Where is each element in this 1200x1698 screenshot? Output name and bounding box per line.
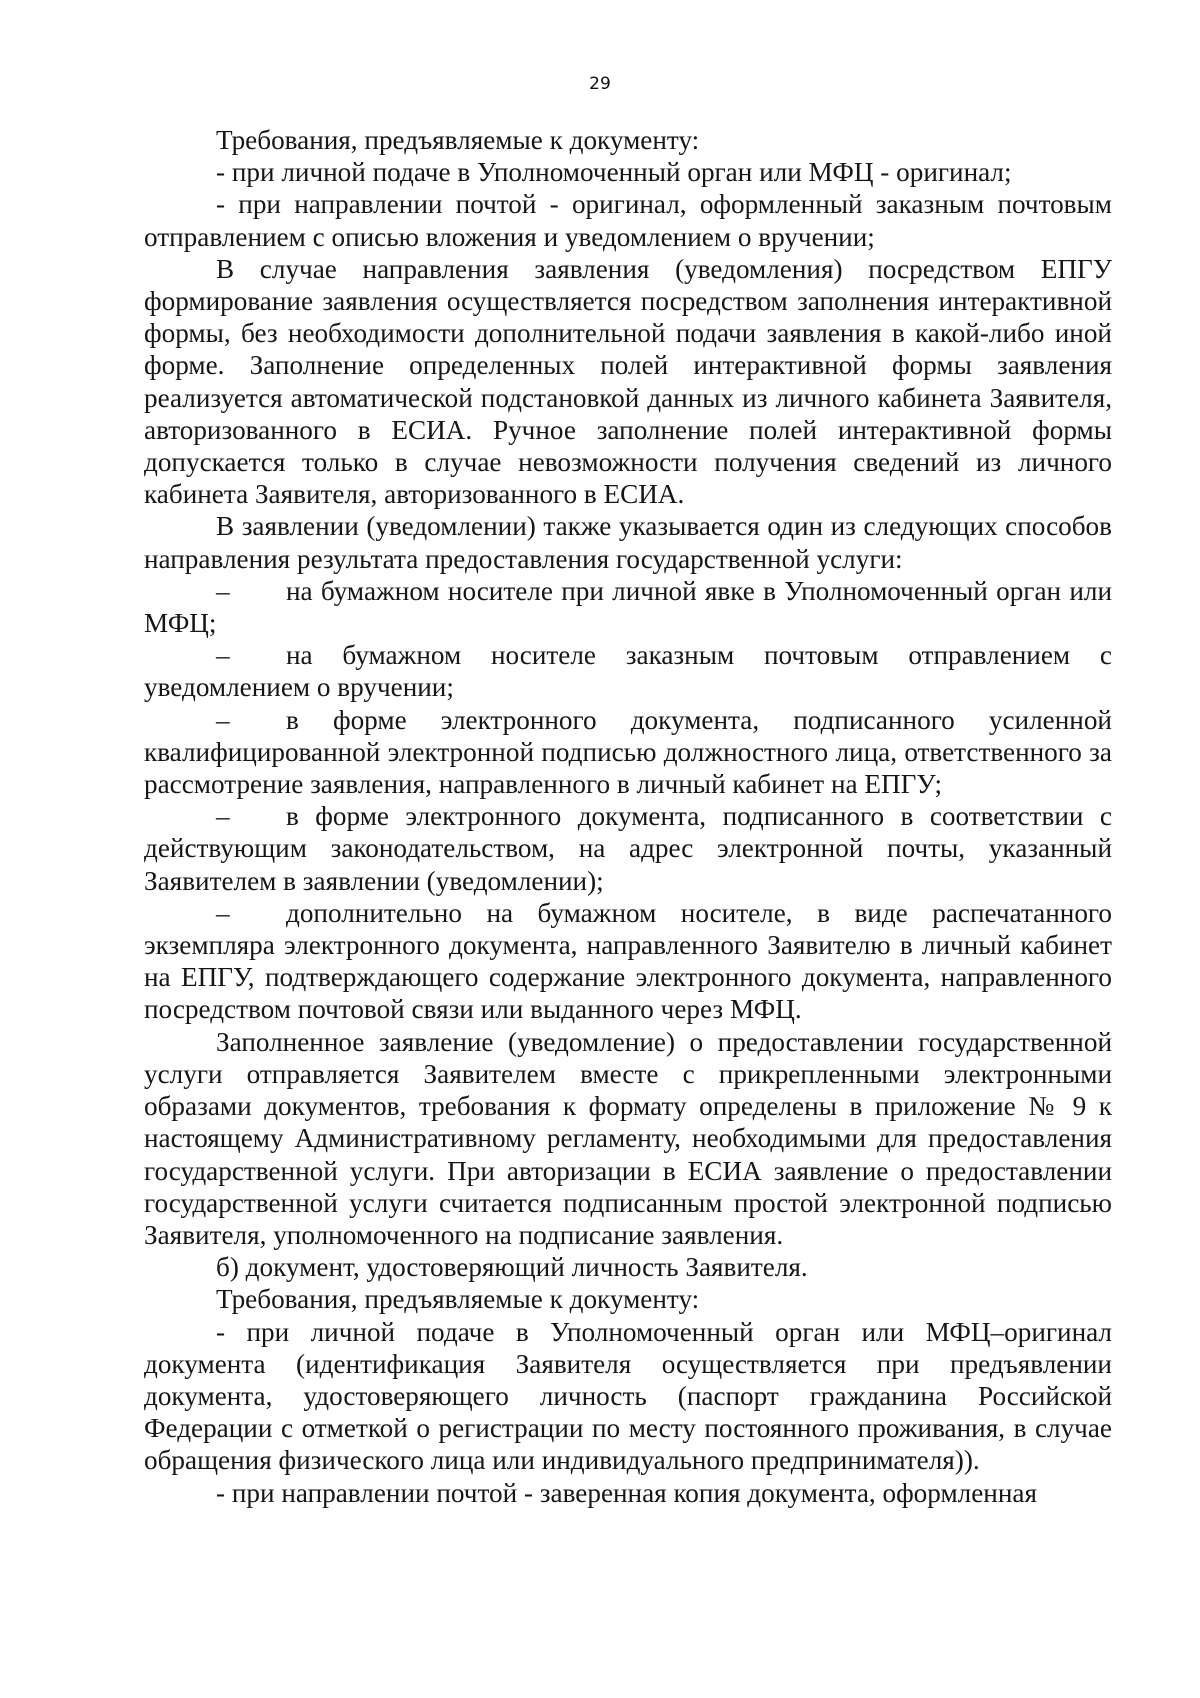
list-dash: –: [216, 640, 230, 671]
list-item: [144, 639, 1112, 703]
paragraph-epgu-interactive-form: В случае направления заявления (уведомления) посредством ЕПГУ формирование заявления осуществляется посредством заполнения интерактивной формы, без необходимости дополнительной подачи заявления в какой-либо иной форме. Заполнение определенных полей интерактивной формы заявления реализуется автоматической подстановкой данных из личного кабинета Заявителя, авторизованного в ЕСИА. Ручное заполнение полей интерактивной формы допускается только в случае невозможности получения сведений из личного кабинета Заявителя, авторизованного в ЕСИА.: [144, 253, 1112, 510]
list-item: [144, 704, 1112, 801]
paragraph-personal-submission-original: - при личной подаче в Уполномоченный орган или МФЦ–оригинал документа (идентификация Заявителя осуществляется при предъявлении документа, удостоверяющего личность (паспорт гражданина Российской Федерации с отметкой о регистрации по месту постоянного проживания, в случае обращения физического лица или индивидуального предпринимателя)).: [144, 1316, 1112, 1476]
paragraph-application-submission: Заполненное заявление (уведомление) о предоставлении государственной услуги отправляется Заявителем вместе с прикрепленными электронными образами документов, требования к формату определены в приложение № 9 к настоящему Административному регламенту, необходимыми для предоставления государственной услуги. При авторизации в ЕСИА заявление о предоставлении государственной услуги считается подписанным простой электронной подписью Заявителя, уполномоченного на подписание заявления.: [144, 1026, 1112, 1250]
paragraph-requirements-heading-2: Требования, предъявляемые к документу:: [216, 1284, 700, 1315]
list-dash: –: [216, 704, 230, 735]
paragraph-result-delivery-methods: В заявлении (уведомлении) также указывается один из следующих способов направления результата предоставления государственной услуги:: [144, 511, 1112, 574]
list-item: [144, 800, 1112, 897]
document-body: [144, 124, 1112, 1509]
list-dash: –: [216, 897, 230, 928]
list-item: [144, 897, 1112, 1026]
list-item-text: на бумажном носителе заказным почтовым отправлением с уведомлением о вручении;: [144, 640, 1112, 703]
list-item-text: дополнительно на бумажном носителе, в виде распечатанного экземпляра электронного документа, направленного Заявителю в личный кабинет на ЕПГУ, подтверждающего содержание электронного документа, направленного посредством почтовой связи или выданного через МФЦ.: [144, 897, 1112, 1025]
paragraph-requirements-heading: Требования, предъявляемые к документу:: [216, 125, 700, 155]
paragraph-identity-document: б) документ, удостоверяющий личность Заявителя.: [216, 1252, 808, 1283]
list-item-text: на бумажном носителе при личной явке в Уполномоченный орган или МФЦ;: [144, 575, 1112, 639]
list-item-text: в форме электронного документа, подписанного усиленной квалифицированной электронной подписью должностного лица, ответственного за рассмотрение заявления, направленного в личный кабинет на ЕПГУ;: [144, 704, 1112, 800]
paragraph-postal-submission: - при направлении почтой - оригинал, оформленный заказным почтовым отправлением с описью вложения и уведомлением о вручении;: [144, 189, 1112, 252]
list-item-text: в форме электронного документа, подписанного в соответствии с действующим законодательством, на адрес электронной почты, указанный Заявителем в заявлении (уведомлении);: [144, 801, 1112, 896]
paragraph-postal-certified-copy: - при направлении почтой - заверенная копия документа, оформленная: [216, 1477, 1037, 1508]
page-number: 29: [589, 74, 611, 94]
list-item: [144, 575, 1112, 639]
paragraph-personal-submission: - при личной подаче в Уполномоченный орган или МФЦ - оригинал;: [216, 157, 1012, 188]
list-dash: –: [216, 575, 230, 606]
list-dash: –: [216, 801, 230, 832]
